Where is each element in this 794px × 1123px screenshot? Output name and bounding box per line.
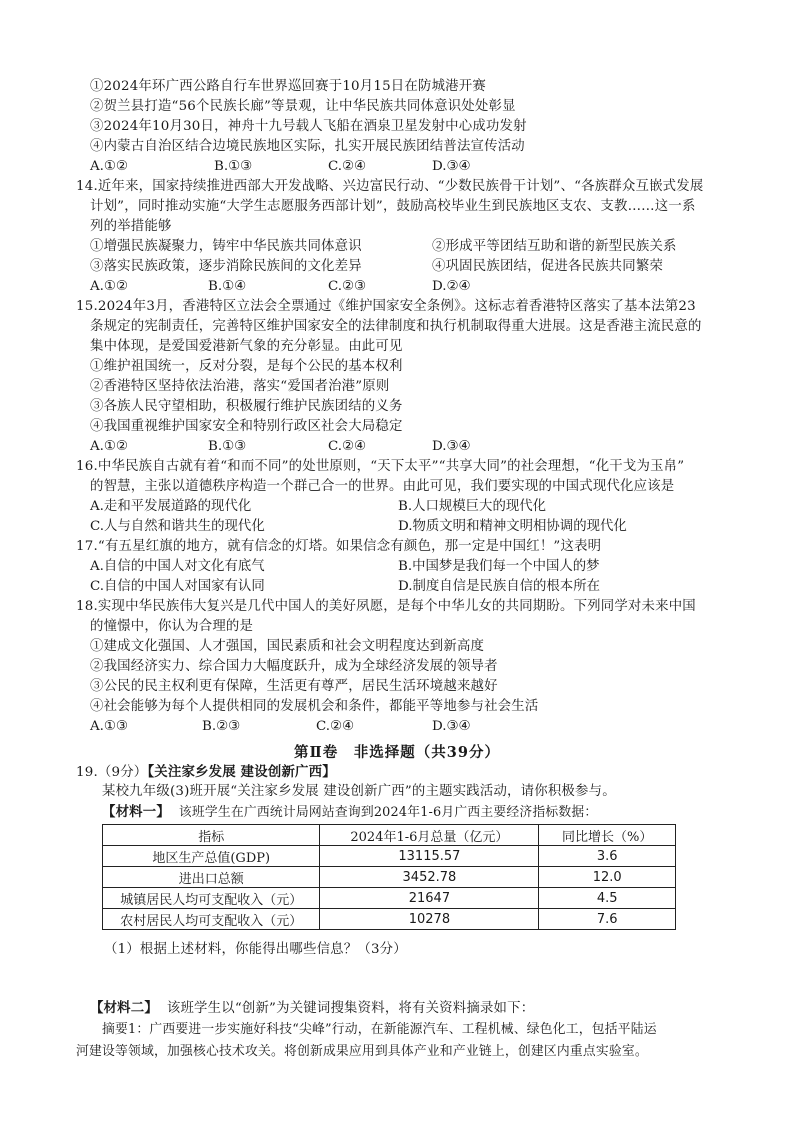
q15-option-d: D.③④ [432, 439, 471, 454]
q18-item-4: ④社会能够为每个人提供相同的发展机会和条件，都能平等地参与社会生活 [90, 699, 539, 714]
q15-item-1: ①维护祖国统一，反对分裂，是每个公民的基本权利 [90, 359, 403, 374]
q13-item-4: ④内蒙古自治区结合边境民族地区实际，扎实开展民族团结普法宣传活动 [90, 139, 525, 154]
q15-stem-line-3: 集中体现，是爱国爱港新气象的充分彰显。由此可见 [90, 339, 403, 354]
q14-item-1: ①增强民族凝聚力，铸牢中华民族共同体意识 [90, 239, 362, 254]
q13-option-c: C.②④ [328, 159, 367, 174]
q19-material-1 [102, 802, 597, 823]
q18-item-2: ②我国经济实力、综合国力大幅度跃升，成为全球经济发展的领导者 [90, 659, 498, 674]
economic-indicators-table [102, 824, 676, 930]
q14-option-a: A.①② [90, 279, 128, 294]
q14-stem-line-1: 14.近年来，国家持续推进西部大开发战略、兴边富民行动、“少数民族骨干计划”、“各族群众互嵌式发展 [76, 179, 704, 194]
q17-stem: 17.“有五星红旗的地方，就有信念的灯塔。如果信念有颜色，那一定是中国红！”这表明 [76, 539, 602, 554]
q16-option-d: D.物质文明和精神文明相协调的现代化 [398, 519, 627, 534]
table-header-cell: 指标 [103, 825, 320, 846]
q18-option-d: D.③④ [432, 719, 471, 734]
section-2-title: 第Ⅱ卷 非选择题（共39分） [294, 744, 500, 761]
table-cell: 12.0 [539, 867, 676, 888]
q14-option-c: C.②③ [328, 279, 367, 294]
q17-option-a: A.自信的中国人对文化有底气 [90, 559, 265, 574]
q16-stem-line-1: 16.中华民族自古就有着“和而不同”的处世原则，“天下太平”“共享大同”的社会理想，“化干戈为玉帛” [76, 459, 685, 474]
q13-option-d: D.③④ [432, 159, 471, 174]
abstract-1-line-2: 河建设等领域，加强核心技术攻关。将创新成果应用到具体产业和产业链上，创建区内重点实验室。 [76, 1044, 648, 1059]
q18-item-1: ①建成文化强国、人才强国，国民素质和社会文明程度达到新高度 [90, 639, 485, 654]
q18-stem-line-1: 18.实现中华民族伟大复兴是几代中国人的美好夙愿，是每个中华儿女的共同期盼。下列同学对未来中国 [76, 599, 696, 614]
q13-item-2: ②贺兰县打造“56个民族长廊”等景观，让中华民族共同体意识处处彰显 [90, 99, 516, 114]
q14-stem-line-3: 列的举措能够 [90, 219, 172, 234]
q14-item-2: ②形成平等团结互助和谐的新型民族关系 [432, 239, 677, 254]
table-header-cell: 2024年1-6月总量（亿元） [320, 825, 539, 846]
q15-item-4: ④我国重视维护国家安全和特别行政区社会大局稳定 [90, 419, 403, 434]
q15-option-c: C.②④ [328, 439, 367, 454]
material-2-text: 该班学生以“创新”为关键词搜集资料，将有关资料摘录如下： [166, 1001, 535, 1016]
q15-stem-line-2: 条规定的宪制责任，完善特区维护国家安全的法律制度和执行机制取得重大进展。这是香港主流民意的 [90, 319, 702, 334]
q19-number: 19.（9分） [76, 765, 148, 780]
q15-item-2: ②香港特区坚持依法治港，落实“爱国者治港”原则 [90, 379, 390, 394]
table-cell: 城镇居民人均可支配收入（元） [103, 888, 320, 909]
table-row [103, 867, 676, 888]
q15-item-3: ③各族人民守望相助，积极履行维护民族团结的义务 [90, 399, 403, 414]
q19-topic: 【关注家乡发展 建设创新广西】 [147, 764, 336, 780]
q17-option-c: C.自信的中国人对国家有认同 [90, 579, 265, 594]
q14-stem-line-2: 计划”，同时推动实施“大学生志愿服务西部计划”，鼓励高校毕业生到民族地区支农、支教……这一系 [90, 199, 696, 214]
q15-option-a: A.①② [90, 439, 128, 454]
q17-option-d: D.制度自信是民族自信的根本所在 [398, 579, 600, 594]
q16-stem-line-2: 的智慧，主张以道德秩序构造一个群己合一的世界。由此可见，我们要实现的中国式现代化应该是 [90, 479, 675, 494]
q16-option-c: C.人与自然和谐共生的现代化 [90, 519, 265, 534]
q18-item-3: ③公民的民主权利更有保障，生活更有尊严，居民生活环境越来越好 [90, 679, 498, 694]
table-cell: 21647 [320, 888, 539, 909]
table-cell: 3452.78 [320, 867, 539, 888]
material-2-label: 【材料二】 [90, 1000, 158, 1016]
q15-option-b: B.①③ [208, 439, 247, 454]
table-cell: 3.6 [539, 846, 676, 867]
q13-item-1: ①2024年环广西公路自行车世界巡回赛于10月15日在防城港开赛 [90, 79, 486, 94]
q19-intro: 某校九年级(3)班开展“关注家乡发展 建设创新广西”的主题实践活动，请你积极参与。 [102, 784, 616, 799]
table-cell: 13115.57 [320, 846, 539, 867]
abstract-1-line-1: 摘要1：广西要进一步实施好科技“尖峰”行动，在新能源汽车、工程机械、绿色化工，包括平陆运 [102, 1022, 657, 1037]
q13-item-3: ③2024年10月30日，神舟十九号载人飞船在酒泉卫星发射中心成功发射 [90, 119, 527, 134]
table-cell: 4.5 [539, 888, 676, 909]
q18-stem-line-2: 的憧憬中，你认为合理的是 [90, 619, 254, 634]
table-cell: 地区生产总值(GDP) [103, 846, 320, 867]
q15-stem-line-1: 15.2024年3月，香港特区立法会全票通过《维护国家安全条例》。这标志着香港特区落实了基本法第23 [76, 299, 696, 314]
table-cell: 进出口总额 [103, 867, 320, 888]
table-cell: 7.6 [539, 909, 676, 930]
table-row [103, 846, 676, 867]
q14-option-d: D.②④ [432, 279, 471, 294]
table-cell: 农村居民人均可支配收入（元） [103, 909, 320, 930]
material-1-text: 该班学生在广西统计局网站查询到2024年1-6月广西主要经济指标数据： [178, 805, 598, 820]
q19-material-2 [90, 998, 534, 1019]
q14-item-3: ③落实民族政策，逐步消除民族间的文化差异 [90, 259, 362, 274]
table-row [103, 888, 676, 909]
q17-option-b: B.中国梦是我们每一个中国人的梦 [398, 559, 600, 574]
q18-option-a: A.①③ [90, 719, 128, 734]
q18-option-b: B.②③ [202, 719, 241, 734]
q16-option-a: A.走和平发展道路的现代化 [90, 499, 252, 514]
q13-option-a: A.①② [90, 159, 128, 174]
q19-sub-question-1: （1）根据上述材料，你能得出哪些信息？（3分） [104, 942, 407, 957]
q14-option-b: B.①④ [208, 279, 247, 294]
q16-option-b: B.人口规模巨大的现代化 [398, 499, 547, 514]
table-cell: 10278 [320, 909, 539, 930]
q18-option-c: C.②④ [316, 719, 355, 734]
q19-heading [76, 762, 336, 783]
q14-item-4: ④巩固民族团结，促进各民族共同繁荣 [432, 259, 664, 274]
table-header-cell: 同比增长（%） [539, 825, 676, 846]
table-row [103, 909, 676, 930]
table-header-row [103, 825, 676, 846]
material-1-label: 【材料一】 [102, 804, 170, 820]
q13-option-b: B.①③ [214, 159, 253, 174]
